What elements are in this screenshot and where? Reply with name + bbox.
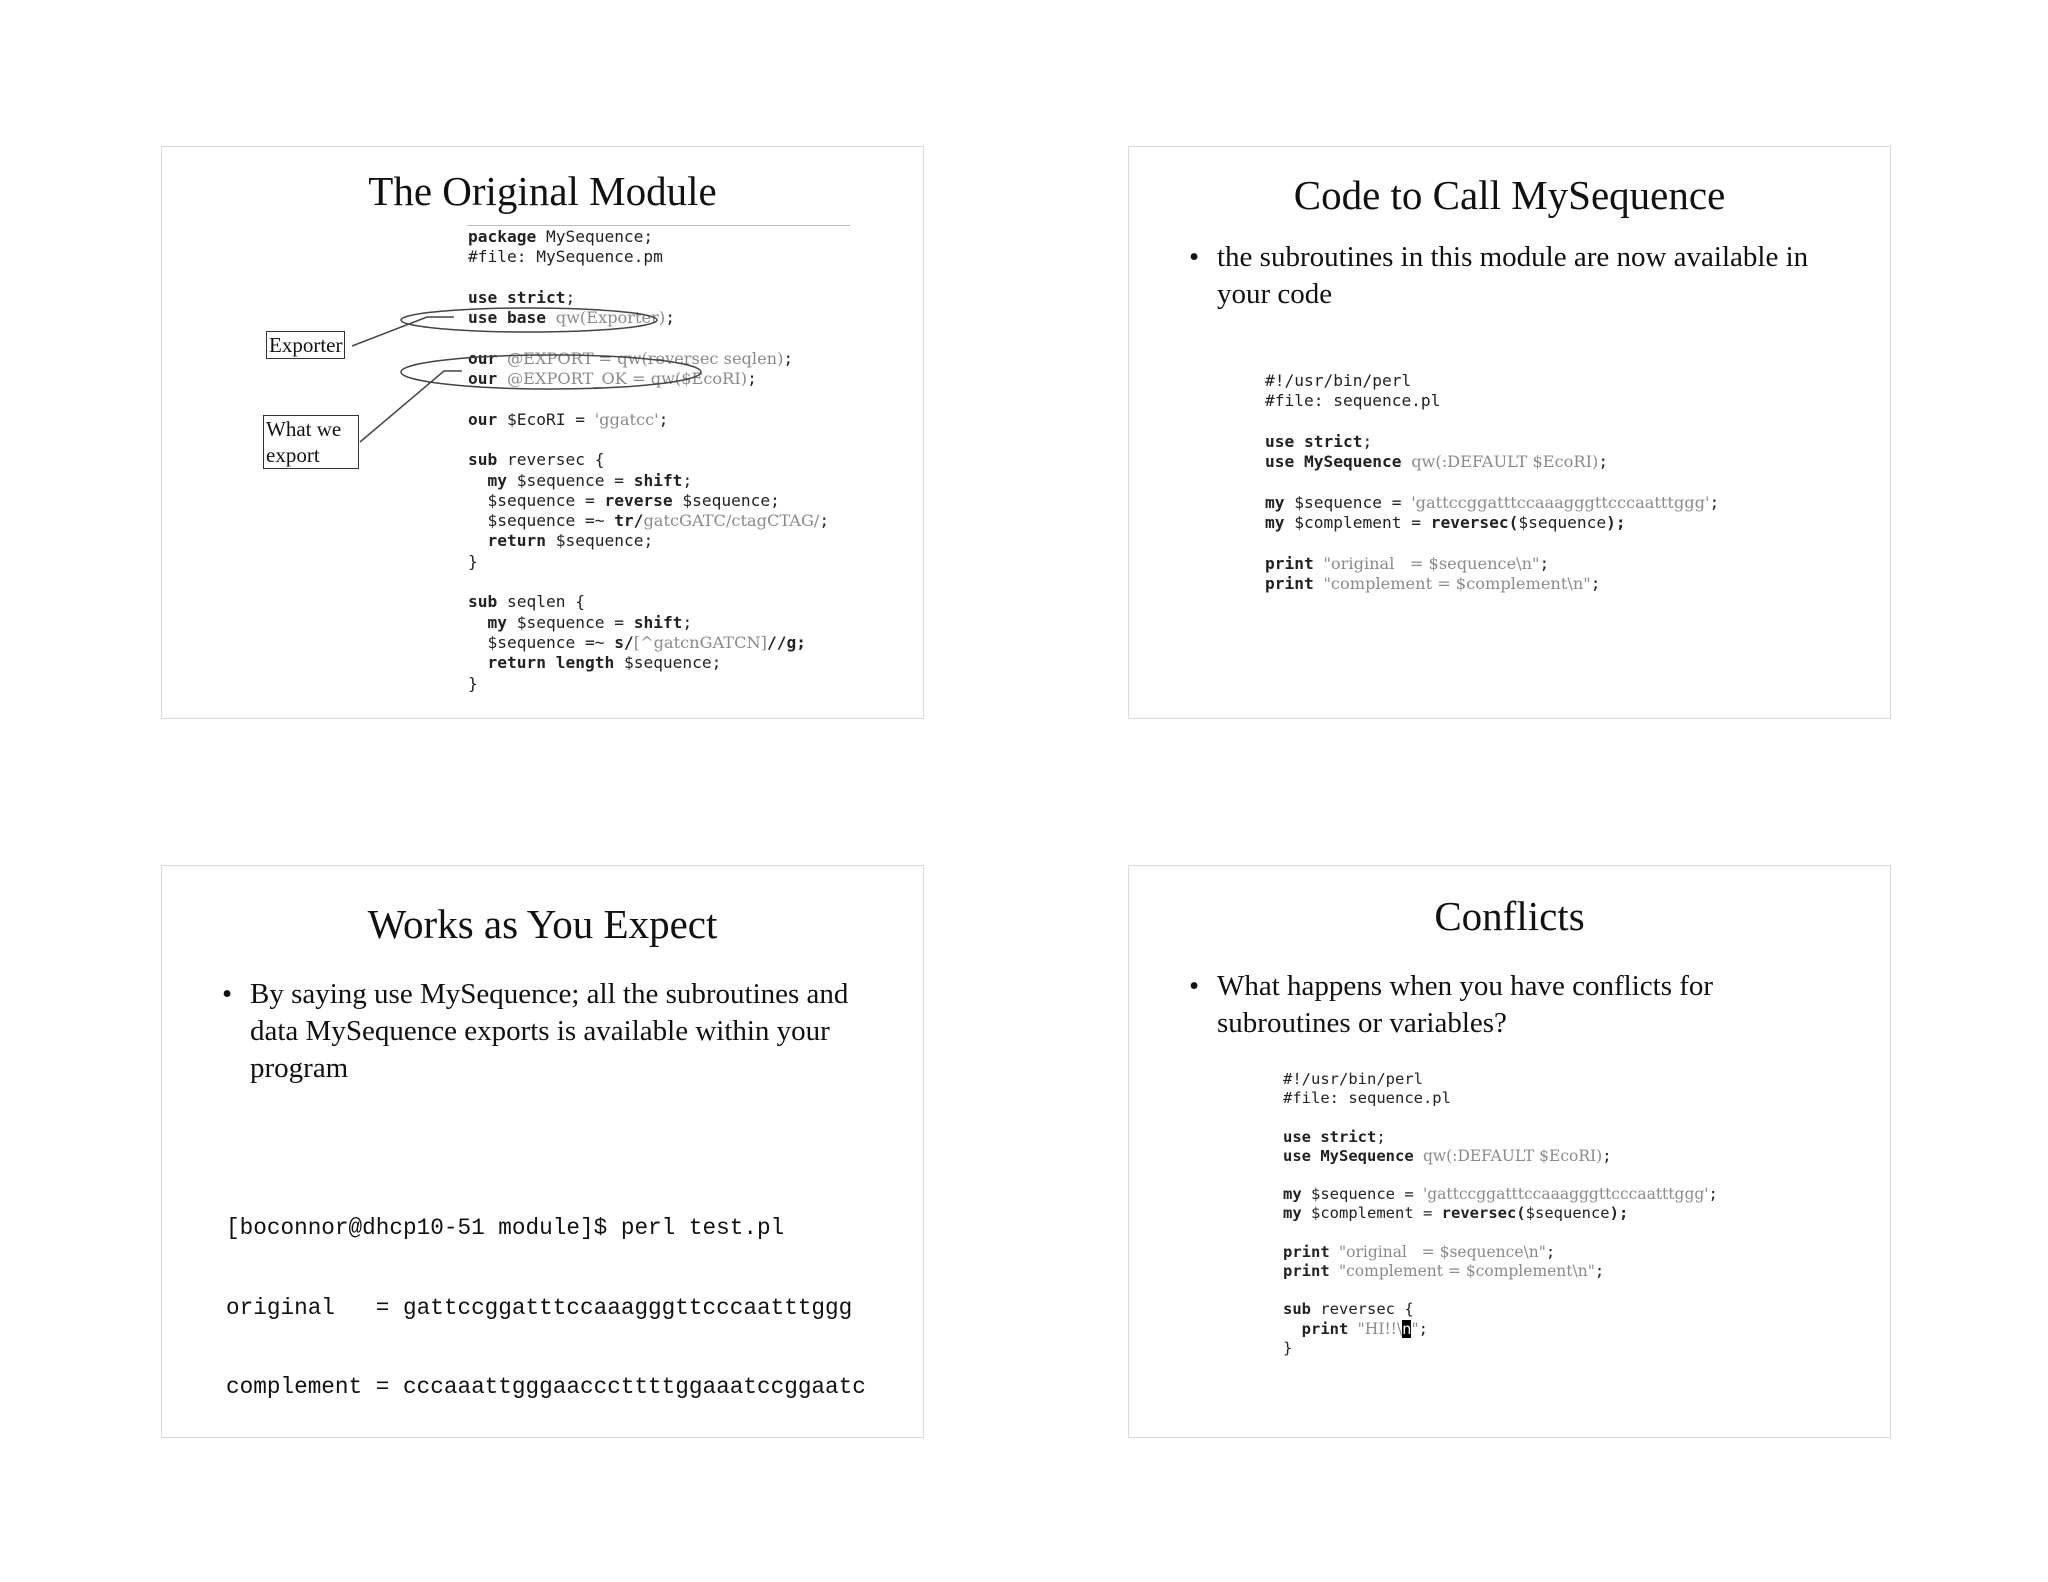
code-token: my (1283, 1185, 1311, 1204)
slide-title: Conflicts (1434, 893, 1585, 939)
code-line (1265, 554, 1719, 574)
code-token: $complement = (1311, 1204, 1442, 1223)
code-token: $sequence; (555, 531, 654, 551)
code-token: ; (1709, 492, 1720, 512)
code-token: my (1265, 513, 1295, 533)
code-line (1265, 412, 1719, 432)
code-token: } (468, 673, 478, 693)
code-token: reversec( (1430, 513, 1519, 533)
code-token: ; (565, 287, 576, 307)
code-token: "original = $sequence\n" (1339, 1242, 1546, 1261)
code-token: ; (1418, 1319, 1428, 1338)
code-token: ; (665, 308, 675, 328)
bullet-icon: • (222, 978, 233, 1010)
code-token: sub (1283, 1300, 1321, 1319)
code-token: use strict (1265, 431, 1363, 451)
callout-connector (352, 317, 454, 346)
code-line (1283, 1281, 1718, 1300)
code-token: reverse (604, 490, 683, 510)
slide-original-module (161, 146, 924, 719)
code-token: ); (1606, 513, 1626, 533)
code-token: $sequence = (468, 490, 605, 510)
slide-works-as-expected (161, 865, 924, 1438)
code-token: //g; (766, 632, 806, 652)
code-token: ; (1590, 573, 1601, 593)
code-line (1265, 371, 1719, 391)
code-token: } (1283, 1338, 1293, 1357)
code-token: use strict (1283, 1127, 1377, 1146)
code-token: $sequence; (623, 653, 722, 673)
code-line (1283, 1108, 1718, 1127)
code-line (1283, 1243, 1718, 1262)
code-token: qw(:DEFAULT $EcoRI) (1411, 452, 1599, 472)
code-token: $sequence =~ (468, 511, 615, 531)
code-token: shift (633, 470, 683, 490)
code-token: qw(reversec seqlen) (617, 348, 784, 368)
code-line (1283, 1224, 1718, 1243)
code-line (1283, 1262, 1718, 1281)
code-token: my (1283, 1204, 1311, 1223)
terminal-line: complement = cccaaattgggaacccttttggaaatccggaatc (226, 1374, 866, 1400)
code-token: $sequence (1525, 1204, 1610, 1223)
code-token: "original = $sequence\n" (1323, 553, 1540, 573)
code-token: ; (658, 409, 669, 429)
code-token: tr/ (614, 511, 644, 531)
code-token: 'gattccggatttccaaagggttcccaatttggg' (1411, 492, 1710, 512)
code-line (1283, 1166, 1718, 1185)
code-token: ; (1376, 1127, 1386, 1146)
terminal-line: [boconnor@dhcp10-51 module]$ perl test.pl (226, 1215, 785, 1241)
code-line (1283, 1339, 1718, 1358)
code-line (1283, 1089, 1718, 1108)
code-token: MySequence (1320, 1146, 1423, 1165)
code-token: our (468, 409, 507, 429)
code-line (1265, 432, 1719, 452)
code-token: #!/usr/bin/perl (1283, 1070, 1423, 1088)
code-token: $sequence = (1311, 1185, 1423, 1204)
code-line (1283, 1185, 1718, 1204)
code-token: #file: sequence.pl (1265, 391, 1441, 411)
code-token: MySequence (1303, 452, 1412, 472)
code-token: "HI!!\ (1357, 1319, 1403, 1338)
code-token: $EcoRI = (506, 409, 595, 429)
slide-title: Works as You Expect (367, 901, 718, 947)
code-token: "complement = $complement\n" (1339, 1262, 1595, 1281)
bullet-item (1189, 239, 1839, 313)
code-token: sub (468, 450, 507, 470)
code-token: 'gattccggatttccaaagggttcccaatttggg' (1422, 1185, 1709, 1204)
code-token: ; (819, 511, 830, 531)
code-token: reversec( (1441, 1204, 1526, 1223)
code-token: MySequence; (545, 227, 654, 246)
code-token: $sequence =~ (468, 632, 615, 652)
code-token: gatcGATC/ctagCTAG/ (643, 511, 820, 531)
code-token: $sequence = (516, 470, 634, 490)
code-line (1265, 452, 1719, 472)
code-token: s/ (614, 632, 634, 652)
terminal-output (226, 1162, 866, 1454)
code-token: shift (633, 612, 683, 632)
code-token: ; (1539, 553, 1550, 573)
code-token: @EXPORT_OK = (506, 369, 651, 389)
code-token: ; (682, 470, 693, 490)
code-token: my (1265, 492, 1295, 512)
bullet-item (1189, 968, 1839, 1042)
code-block (1283, 1070, 1718, 1358)
code-token: $sequence = (516, 612, 634, 632)
code-token: our (468, 348, 507, 368)
slide-conflicts (1128, 865, 1891, 1438)
slide-title: Code to Call MySequence (1293, 172, 1726, 218)
callout-what-we-export: What we export (263, 415, 359, 469)
code-line (1283, 1070, 1718, 1089)
bullet-text: By saying use MySequence; all the subroutines and data MySequence exports is available within your program (250, 978, 849, 1084)
code-token: [^gatcnGATCN] (633, 632, 767, 652)
code-line (1283, 1320, 1718, 1339)
code-token: use strict (468, 287, 566, 307)
highlight-ellipse (401, 355, 701, 389)
code-token: "complement = $complement\n" (1323, 573, 1591, 593)
code-token: reversec { (506, 450, 605, 470)
code-token: " (1411, 1319, 1419, 1338)
bullet-item (222, 976, 892, 1087)
code-line (1283, 1300, 1718, 1319)
code-token: return length (487, 653, 624, 673)
code-line (1283, 1204, 1718, 1223)
code-token: #!/usr/bin/perl (1265, 371, 1412, 390)
slide-title: The Original Module (368, 168, 717, 214)
code-token: ; (783, 348, 794, 368)
code-line (1265, 391, 1719, 411)
bullet-text: What happens when you have conflicts for subroutines or variables? (1217, 970, 1714, 1039)
highlight-ellipse (401, 308, 657, 332)
code-token: qw(:DEFAULT $EcoRI) (1422, 1146, 1603, 1165)
code-token: ); (1609, 1204, 1629, 1223)
code-token: $complement = (1294, 513, 1431, 533)
code-line (1265, 513, 1719, 533)
code-token: } (468, 551, 478, 571)
code-token: reversec { (1320, 1300, 1414, 1319)
code-token: #file: sequence.pl (1283, 1089, 1451, 1108)
callout-connector (360, 371, 462, 442)
code-token: print (1301, 1319, 1358, 1338)
code-token: ; (1602, 1146, 1612, 1165)
code-line (1265, 472, 1719, 492)
code-token: n (1402, 1319, 1412, 1338)
code-token: $sequence; (682, 490, 780, 510)
code-token: qw(Exporter) (555, 308, 666, 328)
slide-code-to-call (1128, 146, 1891, 719)
code-token: ; (682, 612, 693, 632)
bullet-text: the subroutines in this module are now available in your code (1217, 241, 1809, 310)
code-token: package (468, 227, 546, 246)
code-token: my (487, 612, 517, 632)
code-token: #file: MySequence.pm (468, 247, 663, 267)
code-token: return (487, 531, 556, 551)
code-token: $sequence = (1294, 492, 1412, 512)
code-token: use (1265, 452, 1304, 472)
code-token: ; (1598, 452, 1609, 472)
code-token: @EXPORT = (506, 348, 618, 368)
code-token: print (1283, 1242, 1339, 1261)
code-token: 'ggatcc' (594, 409, 659, 429)
code-token: ; (1362, 431, 1373, 451)
code-token: ; (747, 369, 757, 389)
code-token: sub (468, 592, 507, 612)
code-token: ; (1545, 1242, 1556, 1261)
code-token: print (1283, 1262, 1339, 1281)
bullet-icon: • (1189, 241, 1200, 273)
code-token: my (487, 470, 517, 490)
code-token (1283, 1320, 1302, 1338)
code-token: our (468, 369, 507, 389)
code-block (1265, 371, 1719, 594)
code-token: ; (1594, 1262, 1605, 1281)
code-line (1265, 574, 1719, 594)
code-token: use (1283, 1146, 1321, 1165)
code-token: print (1265, 553, 1324, 573)
code-token: qw($EcoRI) (650, 369, 748, 389)
code-line (1283, 1128, 1718, 1147)
terminal-line: original = gattccggatttccaaagggttcccaatttggg (226, 1294, 853, 1321)
code-line (1265, 533, 1719, 553)
code-token: use base (468, 308, 556, 328)
code-line (1265, 493, 1719, 513)
code-token: seqlen { (506, 592, 585, 612)
code-token: $sequence (1518, 513, 1607, 533)
code-token: print (1265, 573, 1324, 593)
code-token: ; (1708, 1185, 1718, 1204)
code-line (1283, 1147, 1718, 1166)
callout-exporter: Exporter (266, 331, 345, 359)
bullet-icon: • (1189, 970, 1200, 1002)
